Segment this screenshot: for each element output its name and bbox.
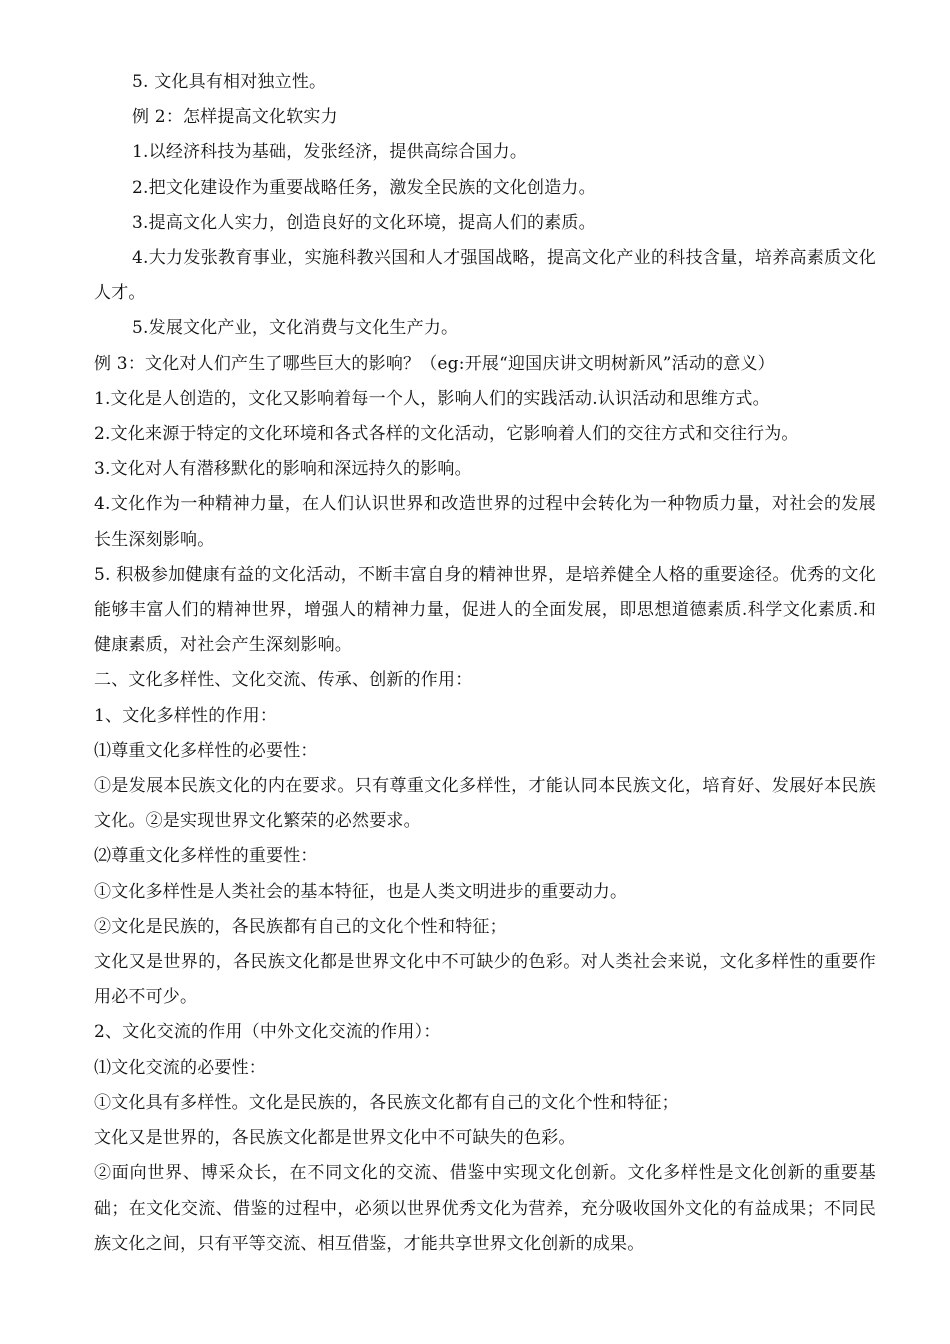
paragraph: ①文化多样性是人类社会的基本特征，也是人类文明进步的重要动力。 [94, 881, 628, 902]
paragraph: 2.文化来源于特定的文化环境和各式各样的文化活动，它影响着人们的交往方式和交往行为。 [94, 424, 799, 445]
paragraph: 1.以经济科技为基础，发张经济，提供高综合国力。 [132, 142, 528, 163]
paragraph: 文化又是世界的，各民族文化都是世界文化中不可缺失的色彩。 [94, 1128, 576, 1149]
paragraph: 4.大力发张教育事业，实施科教兴国和人才强国战略，提高文化产业的科技含量，培养高素质文化人才。 [94, 248, 876, 304]
paragraph: ②文化是民族的，各民族都有自己的文化个性和特征； [94, 916, 507, 937]
paragraph: 文化又是世界的，各民族文化都是世界文化中不可缺少的色彩。对人类社会来说，文化多样性的重要作用必不可少。 [94, 952, 876, 1008]
paragraph: 5. 积极参加健康有益的文化活动，不断丰富自身的精神世界，是培养健全人格的重要途径。优秀的文化能够丰富人们的精神世界，增强人的精神力量，促进人的全面发展，即思想道德素质.科学文化素质.和健康素质，对社会产生深刻影响。 [94, 564, 876, 656]
subsection-heading: 2、文化交流的作用（中外文化交流的作用）： [94, 1022, 441, 1043]
paragraph: 例 3：文化对人们产生了哪些巨大的影响？（eg:开展“迎国庆讲文明树新风”活动的意义） [94, 353, 775, 374]
paragraph: 3.文化对人有潜移默化的影响和深远持久的影响。 [94, 459, 472, 480]
paragraph: 5. 文化具有相对独立性。 [132, 72, 327, 92]
paragraph: 3.提高文化人实力，创造良好的文化环境，提高人们的素质。 [132, 212, 596, 233]
paragraph: 4.文化作为一种精神力量，在人们认识世界和改造世界的过程中会转化为一种物质力量，对社会的发展长生深刻影响。 [94, 494, 876, 550]
section-heading: 二、文化多样性、文化交流、传承、创新的作用： [94, 670, 473, 691]
subsection-heading: 1、文化多样性的作用： [94, 705, 278, 726]
paragraph: ⑵尊重文化多样性的重要性： [94, 846, 318, 867]
paragraph: ⑴文化交流的必要性： [94, 1057, 266, 1078]
paragraph: ②面向世界、博采众长，在不同文化的交流、借鉴中实现文化创新。文化多样性是文化创新的重要基础；在文化交流、借鉴的过程中，必须以世界优秀文化为营养，充分吸收国外文化的有益成果；不同民族文化之间，只有平等交流、相互借鉴，才能共享世界文化创新的成果。 [94, 1163, 876, 1254]
paragraph: 1.文化是人创造的，文化又影响着每一个人，影响人们的实践活动.认识活动和思维方式。 [94, 388, 770, 409]
paragraph: 5.发展文化产业，文化消费与文化生产力。 [132, 318, 459, 339]
paragraph: ⑴尊重文化多样性的必要性： [94, 740, 318, 761]
paragraph: ①是发展本民族文化的内在要求。只有尊重文化多样性，才能认同本民族文化，培育好、发展好本民族文化。②是实现世界文化繁荣的必然要求。 [94, 776, 876, 832]
paragraph: ①文化具有多样性。文化是民族的，各民族文化都有自己的文化个性和特征； [94, 1092, 679, 1113]
paragraph: 2.把文化建设作为重要战略任务，激发全民族的文化创造力。 [132, 177, 596, 198]
paragraph: 例 2：怎样提高文化软实力 [132, 107, 338, 128]
document-body [94, 65, 876, 1262]
